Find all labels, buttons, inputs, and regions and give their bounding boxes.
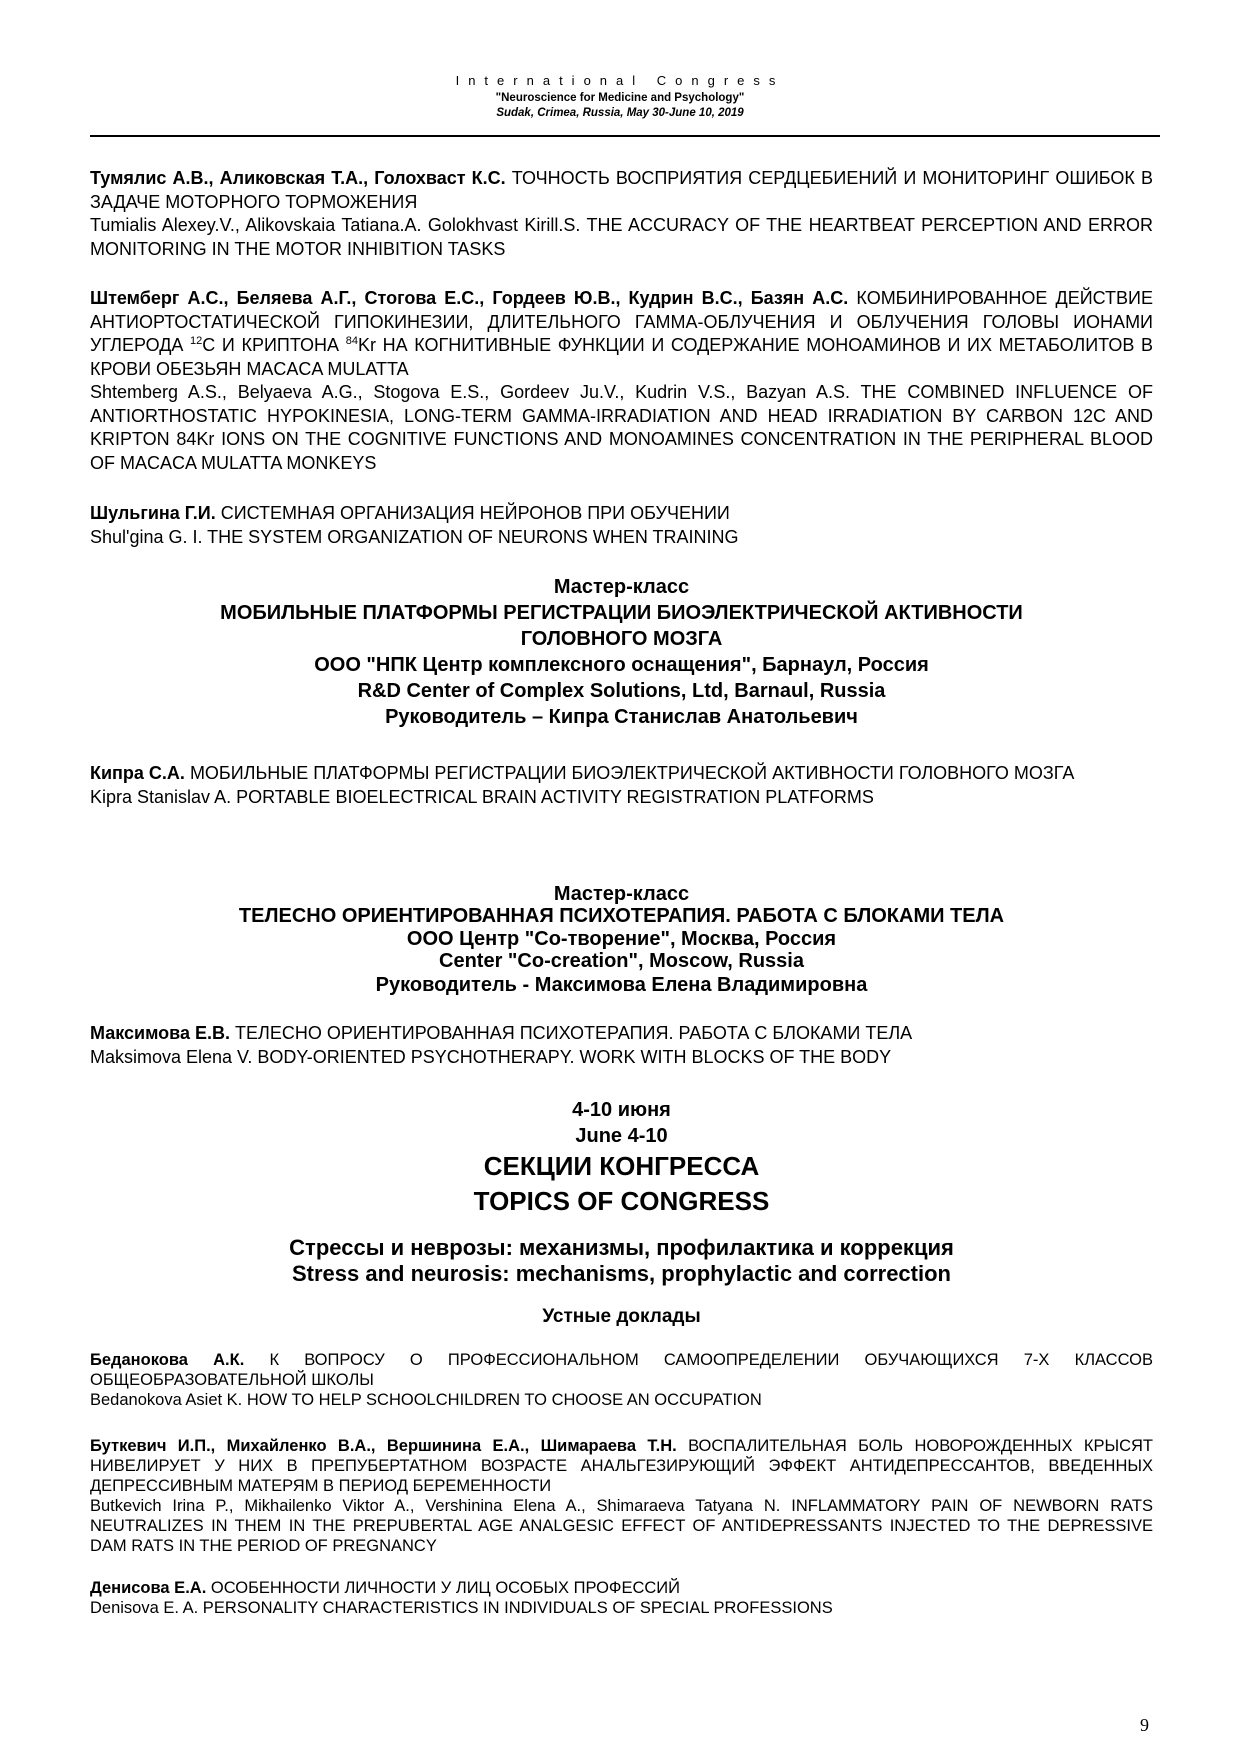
masterclass-label: Мастер-класс (553, 576, 690, 598)
masterclass-leader: Руководитель – Кипра Станислав Анатольевич (385, 706, 858, 728)
entry-authors: Денисова Е.А. (90, 1579, 207, 1597)
entry-title-en: Bedanokova Asiet K. HOW TO HELP SCHOOLCHILDREN TO CHOOSE AN OCCUPATION (90, 1391, 762, 1409)
masterclass-org-en: Center "Co-creation", Moscow, Russia (439, 950, 804, 972)
entry-title-en: Denisova E. A. PERSONALITY CHARACTERISTICS IN INDIVIDUALS OF SPECIAL PROFESSIONS (90, 1599, 833, 1617)
entry-title-ru: ВОСПАЛИТЕЛЬНАЯ БОЛЬ НОВОРОЖДЕННЫХ КРЫСЯТ НИВЕЛИРУЕТ У НИХ В ПРЕПУБЕРТАТНОМ ВОЗРАСТЕ АНАЛЬГЕЗИРУЮЩИЙ ЭФФЕКТ АНТИДЕПРЕССАНТОВ, ВВЕДЕННЫХ ДЕПРЕССИВНЫМ МАТЕРЯМ В ПЕРИОД БЕРЕМЕННОСТИ (90, 1437, 1153, 1495)
entry-title-en: Shul'gina G. I. THE SYSTEM ORGANIZATION OF NEURONS WHEN TRAINING (90, 526, 739, 547)
section-date-ru: 4-10 июня (572, 1099, 671, 1121)
entry-title-en: Kipra Stanislav A. PORTABLE BIOELECTRICAL BRAIN ACTIVITY REGISTRATION PLATFORMS (90, 786, 874, 807)
entry-title-ru: Kr НА КОГНИТИВНЫЕ ФУНКЦИИ И СОДЕРЖАНИЕ МОНОАМИНОВ И ИХ МЕТАБОЛИТОВ В КРОВИ ОБЕЗЬЯН MACACA MULATTA (90, 335, 1154, 379)
congress-header-location: Sudak, Crimea, Russia, May 30-June 10, 2019 (496, 107, 744, 119)
abstract-entry (90, 167, 1153, 261)
entry-authors: Шульгина Г.И. (90, 503, 216, 523)
isotope-superscript: 12 (190, 335, 203, 347)
entry-title-en: Butkevich Irina P., Mikhailenko Viktor A., Vershinina Elena A., Shimaraeva Tatyana N. INFLAMMATORY PAIN OF NEWBORN RATS NEUTRALIZES IN THEM IN THE PREPUBERTAL AGE ANALGESIC EFFECT OF ANTIDEPRESSANTS INJECTED TO THE DEPRESSIVE DAM RATS IN THE PERIOD OF PREGNANCY (90, 1497, 1153, 1555)
entry-title-ru: ТЕЛЕСНО ОРИЕНТИРОВАННАЯ ПСИХОТЕРАПИЯ. РАБОТА С БЛОКАМИ ТЕЛА (230, 1023, 913, 1043)
masterclass-org-ru: ООО Центр "Со-творение", Москва, Россия (406, 928, 837, 950)
masterclass-title: ГОЛОВНОГО МОЗГА (520, 628, 723, 650)
sections-title-en: TOPICS OF CONGRESS (473, 1186, 770, 1216)
masterclass-label: Мастер-класс (553, 883, 690, 905)
entry-title-en: Shtemberg A.S., Belyaeva A.G., Stogova E.S., Gordeev Ju.V., Kudrin V.S., Bazyan A.S. THE COMBINED INFLUENCE OF ANTIORTHOSTATIC HYPOKINESIA, LONG-TERM GAMMA-IRRADIATION AND HEAD IRRADIATION BY CARBON 12C AND KRIPTON 84Kr IONS ON THE COGNITIVE FUNCTIONS AND MONOAMINES CONCENTRATION IN THE PERIPHERAL BLOOD OF MACACA MULATTA MONKEYS (90, 382, 1153, 473)
masterclass-org-en: R&D Center of Complex Solutions, Ltd, Barnaul, Russia (357, 680, 886, 702)
entry-title-ru: МОБИЛЬНЫЕ ПЛАТФОРМЫ РЕГИСТРАЦИИ БИОЭЛЕКТРИЧЕСКОЙ АКТИВНОСТИ ГОЛОВНОГО МОЗГА (184, 763, 1075, 783)
isotope-superscript: 84 (345, 335, 358, 347)
section-date-en: June 4-10 (575, 1125, 668, 1147)
masterclass-leader: Руководитель - Максимова Елена Владимировна (375, 974, 868, 996)
abstract-entry (90, 1350, 1153, 1410)
entry-title-ru: ОСОБЕННОСТИ ЛИЧНОСТИ У ЛИЦ ОСОБЫХ ПРОФЕССИЙ (206, 1579, 681, 1597)
abstract-entry (90, 762, 1153, 809)
congress-header-subtitle: "Neuroscience for Medicine and Psychology" (495, 92, 745, 104)
entry-authors: Буткевич И.П., Михайленко В.А., Вершинина Е.А., Шимараева Т.Н. (90, 1437, 677, 1455)
abstract-entry (90, 502, 1153, 549)
abstract-entry (90, 287, 1153, 475)
abstract-entry (90, 1436, 1153, 1556)
sections-title-ru: СЕКЦИИ КОНГРЕССА (483, 1151, 760, 1181)
entry-authors: Штемберг А.С., Беляева А.Г., Стогова Е.С., Гордеев Ю.В., Кудрин В.С., Базян А.С. (90, 288, 849, 308)
topic-title-en: Stress and neurosis: mechanisms, prophylactic and correction (292, 1261, 951, 1286)
entry-title-ru: СИСТЕМНАЯ ОРГАНИЗАЦИЯ НЕЙРОНОВ ПРИ ОБУЧЕНИИ (215, 503, 730, 523)
congress-header-title: International Congress (455, 73, 785, 88)
entry-title-ru: К ВОПРОСУ О ПРОФЕССИОНАЛЬНОМ САМООПРЕДЕЛЕНИИ ОБУЧАЮЩИХСЯ 7-Х КЛАССОВ ОБЩЕОБРАЗОВАТЕЛЬНОЙ ШКОЛЫ (90, 1351, 1153, 1389)
page-content (90, 0, 1153, 1754)
abstract-entry (90, 1578, 1153, 1618)
abstract-entry (90, 1022, 1153, 1069)
masterclass-title: ТЕЛЕСНО ОРИЕНТИРОВАННАЯ ПСИХОТЕРАПИЯ. РАБОТА С БЛОКАМИ ТЕЛА (238, 905, 1005, 927)
entry-authors: Кипра С.А. (90, 763, 185, 783)
entry-authors: Беданокова А.К. (90, 1351, 245, 1369)
entry-authors: Максимова Е.В. (90, 1023, 230, 1043)
entry-authors: Тумялис А.В., Аликовская Т.А., Голохваст К.С. (90, 168, 506, 188)
entry-title-en: Tumialis Alexey.V., Alikovskaia Tatiana.A. Golokhvast Kirill.S. THE ACCURACY OF THE HEARTBEAT PERCEPTION AND ERROR MONITORING IN THE MOTOR INHIBITION TASKS (90, 215, 1153, 259)
masterclass-org-ru: ООО "НПК Центр комплексного оснащения", Барнаул, Россия (314, 654, 929, 676)
entry-title-ru: КОМБИНИРОВАННОЕ ДЕЙСТВИЕ АНТИОРТОСТАТИЧЕСКОЙ ГИПОКИНЕЗИИ, ДЛИТЕЛЬНОГО ГАММА-ОБЛУЧЕНИЯ И ОБЛУЧЕНИЯ ГОЛОВЫ ИОНАМИ УГЛЕРОДА (90, 288, 1153, 355)
entry-title-ru: С И КРИПТОНА (202, 335, 346, 355)
masterclass-title: МОБИЛЬНЫЕ ПЛАТФОРМЫ РЕГИСТРАЦИИ БИОЭЛЕКТРИЧЕСКОЙ АКТИВНОСТИ (220, 602, 1023, 624)
entry-title-ru: ТОЧНОСТЬ ВОСПРИЯТИЯ СЕРДЦЕБИЕНИЙ И МОНИТОРИНГ ОШИБОК В ЗАДАЧЕ МОТОРНОГО ТОРМОЖЕНИЯ (90, 168, 1154, 212)
entry-title-en: Maksimova Elena V. BODY-ORIENTED PSYCHOTHERAPY. WORK WITH BLOCKS OF THE BODY (90, 1046, 892, 1067)
topic-title-ru: Стрессы и неврозы: механизмы, профилактика и коррекция (289, 1235, 954, 1260)
oral-reports-heading: Устные доклады (542, 1306, 701, 1327)
page-number: 9 (1140, 1715, 1149, 1735)
